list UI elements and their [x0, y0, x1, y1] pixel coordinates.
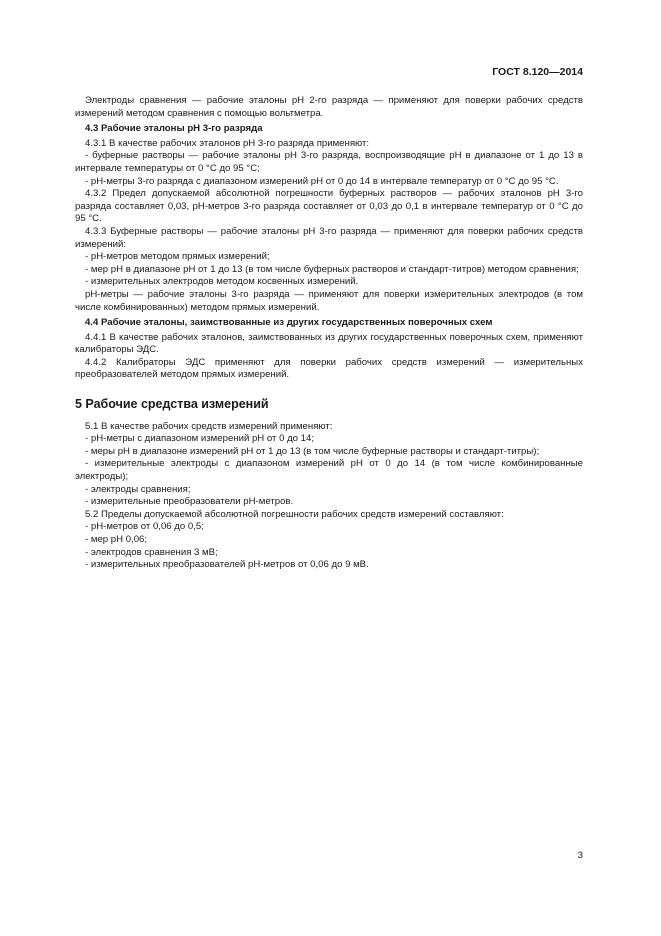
paragraph: рН-метры — рабочие эталоны 3-го разряда — применяют для поверки измерительных электродов (в том числе комбинированных) методом прямых измерений.: [75, 288, 583, 313]
subsection-heading: 4.3 Рабочие эталоны рН 3-го разряда: [85, 123, 263, 135]
paragraph: - буферные растворы — рабочие эталоны рН 3-го разряда, воспроизводящие рН в диапазоне от 1 до 13 в интервале температуры от 0 °С до 95 °С;: [75, 150, 583, 174]
paragraph: - мер рН 0,06;: [85, 534, 148, 545]
paragraph: - рН-метры с диапазоном измерений рН от 0 до 14;: [85, 433, 315, 445]
paragraph: - мер рН в диапазоне рН от 1 до 13 (в том числе буферных растворов и стандарт-титров) методом сравнения;: [85, 263, 579, 275]
paragraph: - измерительные электроды с диапазоном измерений рН от 0 до 14 (в том числе комбинированные электроды);: [75, 458, 583, 483]
paragraph: - электроды сравнения;: [85, 483, 191, 495]
paragraph: 5.1 В качестве рабочих средств измерений применяют:: [85, 420, 333, 432]
document-header: ГОСТ 8.120—2014: [492, 66, 583, 78]
paragraph: 4.4.2 Калибраторы ЭДС применяют для поверки рабочих средств измерений — измерительных преобразователей методом прямых измерений.: [75, 356, 583, 381]
paragraph: Электроды сравнения — рабочие эталоны рН 2-го разряда — применяют для поверки рабочих средств измерений методом сравнения с помощью вольтметра.: [75, 95, 583, 119]
paragraph: 4.3.1 В качестве рабочих эталонов рН 3-го разряда применяют:: [85, 137, 370, 149]
document-body: [75, 95, 583, 572]
paragraph: 5.2 Пределы допускаемой абсолютной погрешности рабочих средств измерений составляют:: [85, 508, 504, 520]
paragraph: - электродов сравнения 3 мВ;: [85, 546, 218, 558]
paragraph: - рН-метров от 0,06 до 0,5;: [85, 521, 204, 533]
paragraph: 4.3.3 Буферные растворы — рабочие эталоны рН 3-го разряда — применяют для поверки рабочих средств измерений:: [75, 225, 583, 250]
section-heading: 5 Рабочие средства измерений: [75, 397, 269, 412]
subsection-heading: 4.4 Рабочие эталоны, заимствованные из других государственных поверочных схем: [85, 317, 493, 329]
paragraph: - измерительных преобразователей рН-метров от 0,06 до 9 мВ.: [85, 559, 369, 571]
paragraph: - измерительных электродов методом косвенных измерений.: [85, 276, 359, 288]
page-number: 3: [577, 850, 583, 861]
paragraph: - измерительные преобразователи рН-метров.: [85, 496, 294, 508]
paragraph: - меры рН в диапазоне измерений рН от 1 до 13 (в том числе буферные растворы и стандарт-титры);: [85, 445, 540, 457]
paragraph: - рН-метров методом прямых измерений;: [85, 251, 270, 263]
paragraph: 4.3.2 Предел допускаемой абсолютной погрешности буферных растворов — рабочих эталонов рН 3-го разряда составляет 0,03, рН-метров 3-го разряда составляет от 0,03 до 0,1 в интервале температур от 0 °С до 95 °С.: [75, 188, 583, 225]
paragraph: - рН-метры 3-го разряда с диапазоном измерений рН от 0 до 14 в интервале температур от 0 °С до 95 °С.: [85, 175, 559, 187]
paragraph: 4.4.1 В качестве рабочих эталонов, заимствованных из других государственных поверочных схем, применяют калибраторы ЭДС.: [75, 331, 583, 356]
